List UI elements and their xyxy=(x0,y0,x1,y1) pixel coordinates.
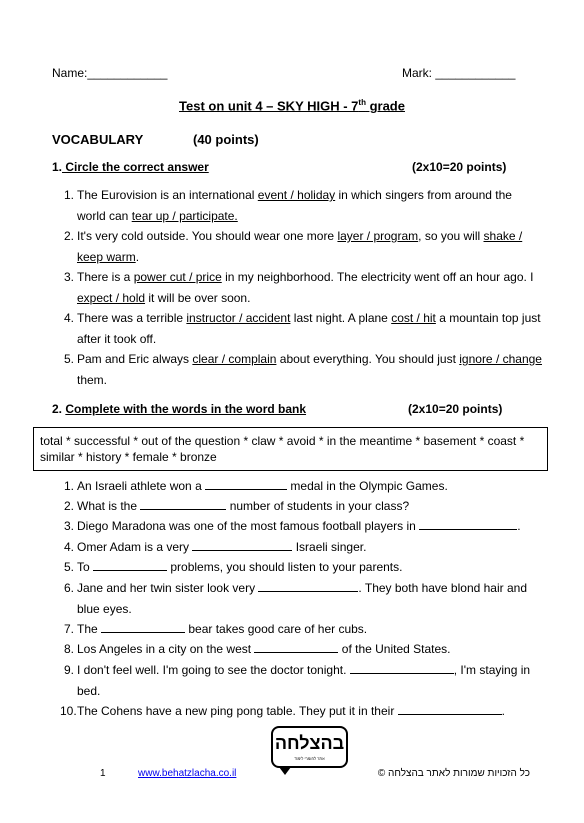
section2-question-10: 10. The Cohens have a new ping pong table. They put it in their . xyxy=(60,704,505,718)
section1-question-3: 3. There is a power cut / price in my neighborhood. The electricity went off an hour ago. I expect / hold it will be over soon. xyxy=(63,270,534,305)
website-link[interactable]: www.behatzlacha.co.il xyxy=(138,768,237,779)
section2-question-1: 1. An Israeli athlete won a medal in the Olympic Games. xyxy=(63,479,448,493)
section1-question-4: 4. There was a terrible instructor / accident last night. A plane cost / hit a mountain top just after it took off. xyxy=(63,311,541,346)
speech-bubble-tail xyxy=(279,767,291,775)
section2-question-4: 4. Omer Adam is a very Israeli singer. xyxy=(63,540,367,554)
section2-question-5: 5. To problems, you should listen to your parents. xyxy=(63,560,403,574)
name-blank: ____________ xyxy=(87,66,168,80)
answer-blank[interactable] xyxy=(93,559,167,571)
section2-question-3: 3. Diego Maradona was one of the most famous football players in . xyxy=(63,519,521,533)
word-bank: total * successful * out of the question * claw * avoid * in the meantime * basement * coast * similar * history * female * bronze xyxy=(33,427,548,471)
answer-blank[interactable] xyxy=(192,539,292,551)
vocabulary-heading: VOCABULARY xyxy=(52,132,144,147)
answer-blank[interactable] xyxy=(398,703,502,715)
answer-blank[interactable] xyxy=(205,478,287,490)
mark-blank: ____________ xyxy=(435,66,516,80)
answer-blank[interactable] xyxy=(254,641,338,653)
answer-choice[interactable]: event / holiday xyxy=(257,188,336,202)
section2-question-2: 2. What is the number of students in your class? xyxy=(63,499,410,513)
answer-choice[interactable]: shake / keep warm xyxy=(77,229,523,264)
answer-blank[interactable] xyxy=(350,662,454,674)
answer-choice[interactable]: cost / hit xyxy=(391,311,436,325)
answer-blank[interactable] xyxy=(140,498,226,510)
page-title: Test on unit 4 – SKY HIGH - 7th grade xyxy=(179,98,405,114)
section1-question-2: 2. It's very cold outside. You should wear one more layer / program, so you will shake / keep warm. xyxy=(63,229,523,264)
vocabulary-points: (40 points) xyxy=(193,132,259,147)
answer-choice[interactable]: layer / program xyxy=(337,229,419,243)
logo-text: בהצלחה xyxy=(274,733,345,753)
name-label: Name: xyxy=(52,66,88,80)
section2-question-7: 7. The bear takes good care of her cubs. xyxy=(63,622,368,636)
section2-question-9: 9. I don't feel well. I'm going to see the doctor tonight. , I'm staying in bed. xyxy=(63,663,531,698)
section2-points: (2x10=20 points) xyxy=(408,402,503,416)
answer-blank[interactable] xyxy=(419,518,517,530)
section1-title: 1. Circle the correct answer xyxy=(52,160,209,174)
name-field xyxy=(52,66,167,80)
title-superscript: th xyxy=(358,98,366,107)
mark-label: Mark: xyxy=(402,66,432,80)
page-number: 1 xyxy=(100,768,106,779)
logo-tagline: אתר לחומרי לימוד xyxy=(294,756,325,761)
section1-question-5: 5. Pam and Eric always clear / complain about everything. You should just ignore / change them. xyxy=(63,352,542,387)
answer-blank[interactable] xyxy=(258,580,358,592)
section2-question-6: 6. Jane and her twin sister look very . They both have blond hair and blue eyes. xyxy=(63,581,527,616)
answer-blank[interactable] xyxy=(101,621,185,633)
behatzlacha-logo xyxy=(271,726,348,768)
answer-choice[interactable]: ignore / change xyxy=(459,352,542,366)
answer-choice[interactable]: power cut / price xyxy=(133,270,222,284)
section1-points: (2x10=20 points) xyxy=(412,160,507,174)
answer-choice[interactable]: instructor / accident xyxy=(186,311,291,325)
section1-question-1: 1. The Eurovision is an international event / holiday in which singers from around the world can tear up / participate. xyxy=(63,188,512,223)
section2-question-8: 8. Los Angeles in a city on the west of the United States. xyxy=(63,642,451,656)
section2-title: 2. Complete with the words in the word bank xyxy=(52,402,307,416)
answer-choice[interactable]: tear up / participate. xyxy=(131,208,238,223)
answer-choice[interactable]: clear / complain xyxy=(192,352,277,366)
answer-choice[interactable]: expect / hold xyxy=(77,290,146,305)
mark-field xyxy=(402,66,515,80)
copyright-notice: כל הזכויות שמורות לאתר בהצלחה © xyxy=(377,768,530,779)
